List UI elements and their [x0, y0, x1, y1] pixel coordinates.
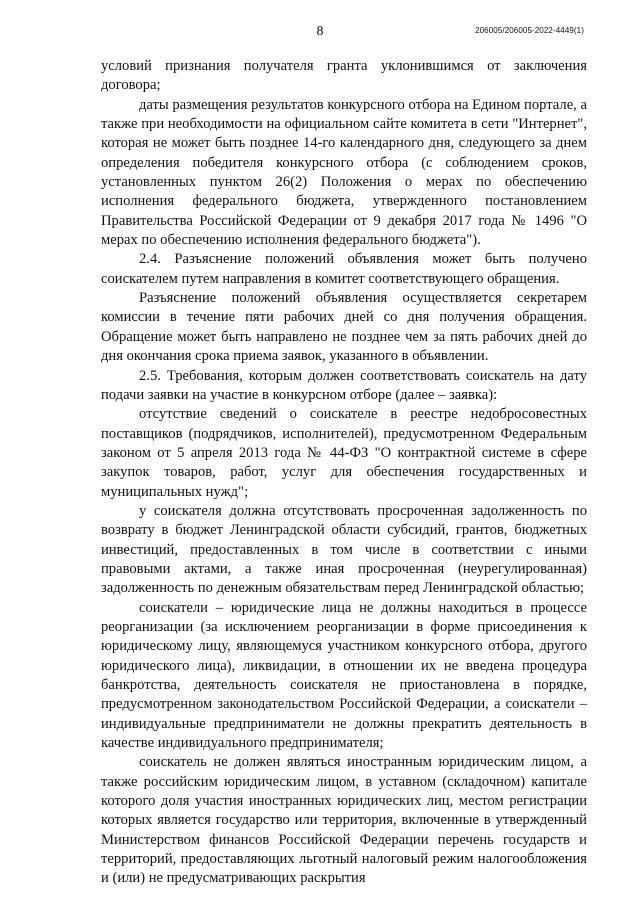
body-text: [101, 57, 587, 889]
paragraph-8: соискатели – юридические лица не должны находиться в процессе реорганизации (за исключением реорганизации в форме присоединения к юридическому лицу, являющемуся участником конкурсного отбора, другого юридического лица), ликвидации, в отношении их не введена процедура банкротства, деятельность соискателя не приостановлена в порядке, предусмотренном законодательством Российской Федерации, а соискатели – индивидуальные предприниматели не должны прекратить деятельность в качестве индивидуального предпринимателя;: [101, 599, 587, 752]
paragraph-9: соискатель не должен являться иностранным юридическим лицом, а также российским юридическим лицом, в уставном (складочном) капитале которого доля участия иностранных юридических лиц, местом регистрации которых является государство или территория, включенные в утвержденный Министерством финансов Российской Федерации перечень государств и территорий, предоставляющих льготный налоговый режим налогообложения и (или) не предусматривающих раскрытия: [101, 754, 587, 887]
paragraph-7: у соискателя должна отсутствовать просроченная задолженность по возврату в бюджет Ленинградской области субсидий, грантов, бюджетных инвестиций, предоставленных в том числе в соответствии с иными правовыми актами, а также иная просроченная (неурегулированная) задолженность по денежным обязательствам перед Ленинградской областью;: [101, 502, 587, 597]
page-number: 8: [316, 24, 324, 39]
paragraph-2: даты размещения результатов конкурсного отбора на Едином портале, а также при необходимости на официальном сайте комитета в сети "Интернет", которая не может быть позднее 14-го календарного дня, следующего за днем определения победителя конкурсного отбора (с соблюдением сроков, установленных пунктом 26(2) Положения о мерах по обеспечению исполнения федерального бюджета, утвержденного постановлением Правительства Российской Федерации от 9 декабря 2017 года № 1496 "О мерах по обеспечению исполнения федерального бюджета").: [101, 96, 587, 249]
document-reference: 206005/206005-2022-4449(1): [475, 26, 584, 35]
paragraph-6: отсутствие сведений о соискателе в реестре недобросовестных поставщиков (подрядчиков, исполнителей), предусмотренном Федеральным законом от 5 апреля 2013 года № 44-ФЗ "О контрактной системе в сфере закупок товаров, работ, услуг для обеспечения государственных и муниципальных нужд";: [101, 406, 587, 500]
paragraph-1: условий признания получателя гранта уклонившимся от заключения договора;: [101, 58, 587, 94]
paragraph-4: Разъяснение положений объявления осуществляется секретарем комиссии в течение пяти рабочих дней со дня получения обращения. Обращение может быть направлено не позднее чем за пять рабочих дней до дня окончания срока приема заявок, указанного в объявлении.: [101, 290, 587, 365]
paragraph-3: 2.4. Разъяснение положений объявления может быть получено соискателем путем направления в комитет соответствующего обращения.: [101, 251, 587, 287]
paragraph-5: 2.5. Требования, которым должен соответствовать соискатель на дату подачи заявки на участие в конкурсном отборе (далее – заявка):: [101, 367, 587, 403]
